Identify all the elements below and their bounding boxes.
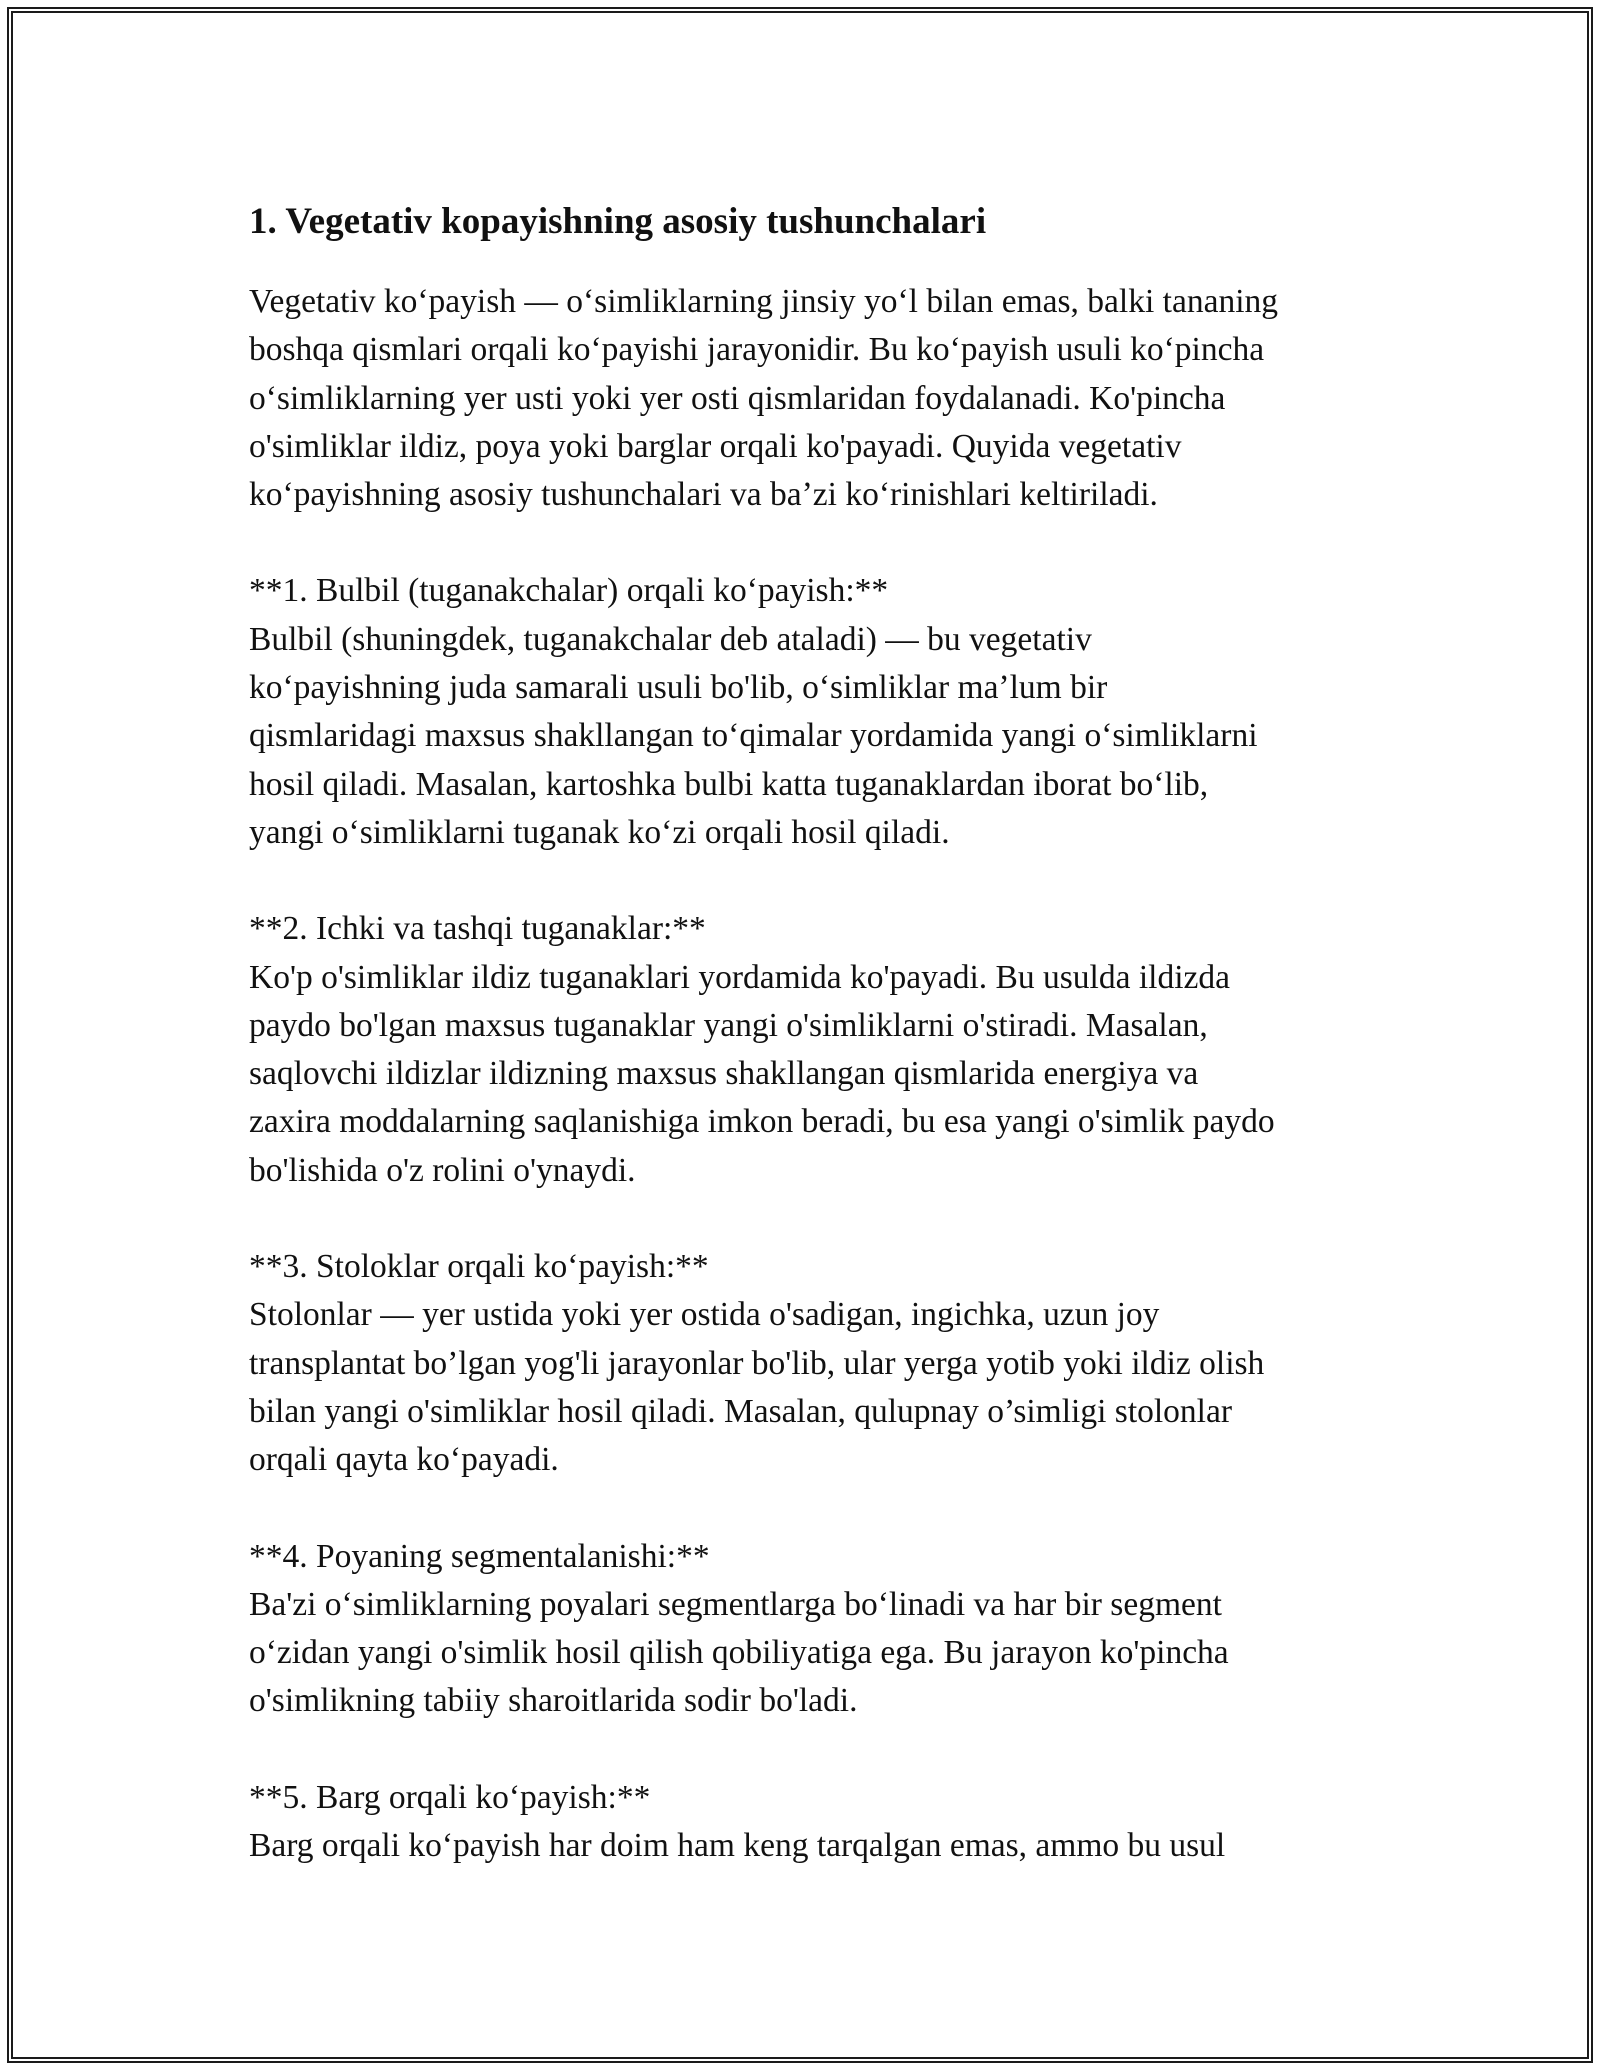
section-body: Stolonlar — yer ustida yoki yer ostida o'sadigan, ingichka, uzun joy transplantat bo’lgan yog'li jarayonlar bo'lib, ular yerga yotib yoki ildiz olish bilan yangi o'simliklar hosil qiladi. Masalan, qulupnay o’simligi stolonlar orqali qayta koʻpayadi.: [249, 1296, 1265, 1479]
intro-paragraph: Vegetativ koʻpayish — oʻsimliklarning jinsiy yoʻl bilan emas, balki tananing boshqa qismlari orqali koʻpayishi jarayonidir. Bu koʻpayish usuli koʻpincha oʻsimliklarning yer usti yoki yer osti qismlaridan foydalanadi. Ko'pincha o'simliklar ildiz, poya yoki barglar orqali ko'payadi. Quyida vegetativ koʻpayishning asosiy tushunchalari va baʼzi koʻrinishlari keltiriladi.: [249, 283, 1279, 514]
section-stoloklar: [249, 1243, 1389, 1484]
section-heading: **1. Bulbil (tuganakchalar) orqali koʻpayish:**: [249, 572, 889, 610]
section-tuganaklar: [249, 905, 1389, 1195]
section-heading: **5. Barg orqali koʻpayish:**: [249, 1778, 651, 1816]
section-bulbil: [249, 567, 1389, 857]
page-frame: [7, 7, 1593, 2063]
section-heading: **3. Stoloklar orqali koʻpayish:**: [249, 1248, 709, 1286]
section-barg: [249, 1774, 1389, 1871]
section-body: Barg orqali koʻpayish har doim ham keng tarqalgan emas, ammo bu usul: [249, 1827, 1226, 1865]
document-body: [249, 196, 1389, 1918]
section-heading: **4. Poyaning segmentalanishi:**: [249, 1537, 710, 1575]
section-poya-segmentalanishi: [249, 1533, 1389, 1726]
document-title: 1. Vegetativ kopayishning asosiy tushunchalari: [249, 201, 987, 242]
section-body: Ba'zi oʻsimliklarning poyalari segmentlarga boʻlinadi va har bir segment oʻzidan yangi o'simlik hosil qilish qobiliyatiga ega. Bu jarayon ko'pincha o'simlikning tabiiy sharoitlarida sodir bo'ladi.: [249, 1585, 1229, 1720]
section-heading: **2. Ichki va tashqi tuganaklar:**: [249, 910, 706, 948]
section-body: Ko'p o'simliklar ildiz tuganaklari yordamida ko'payadi. Bu usulda ildizda paydo bo'lgan maxsus tuganaklar yangi o'simliklarni o'stiradi. Masalan, saqlovchi ildizlar ildizning maxsus shakllangan qismlarida energiya va zaxira moddalarning saqlanishiga imkon beradi, bu esa yangi o'simlik paydo bo'lishida o'z rolini o'ynaydi.: [249, 958, 1275, 1189]
section-body: Bulbil (shuningdek, tuganakchalar deb ataladi) — bu vegetativ koʻpayishning juda samarali usuli bo'lib, oʻsimliklar maʼlum bir qismlaridagi maxsus shakllangan toʻqimalar yordamida yangi oʻsimliklarni hosil qiladi. Masalan, kartoshka bulbi katta tuganaklardan iborat boʻlib, yangi oʻsimliklarni tuganak koʻzi orqali hosil qiladi.: [249, 620, 1258, 851]
